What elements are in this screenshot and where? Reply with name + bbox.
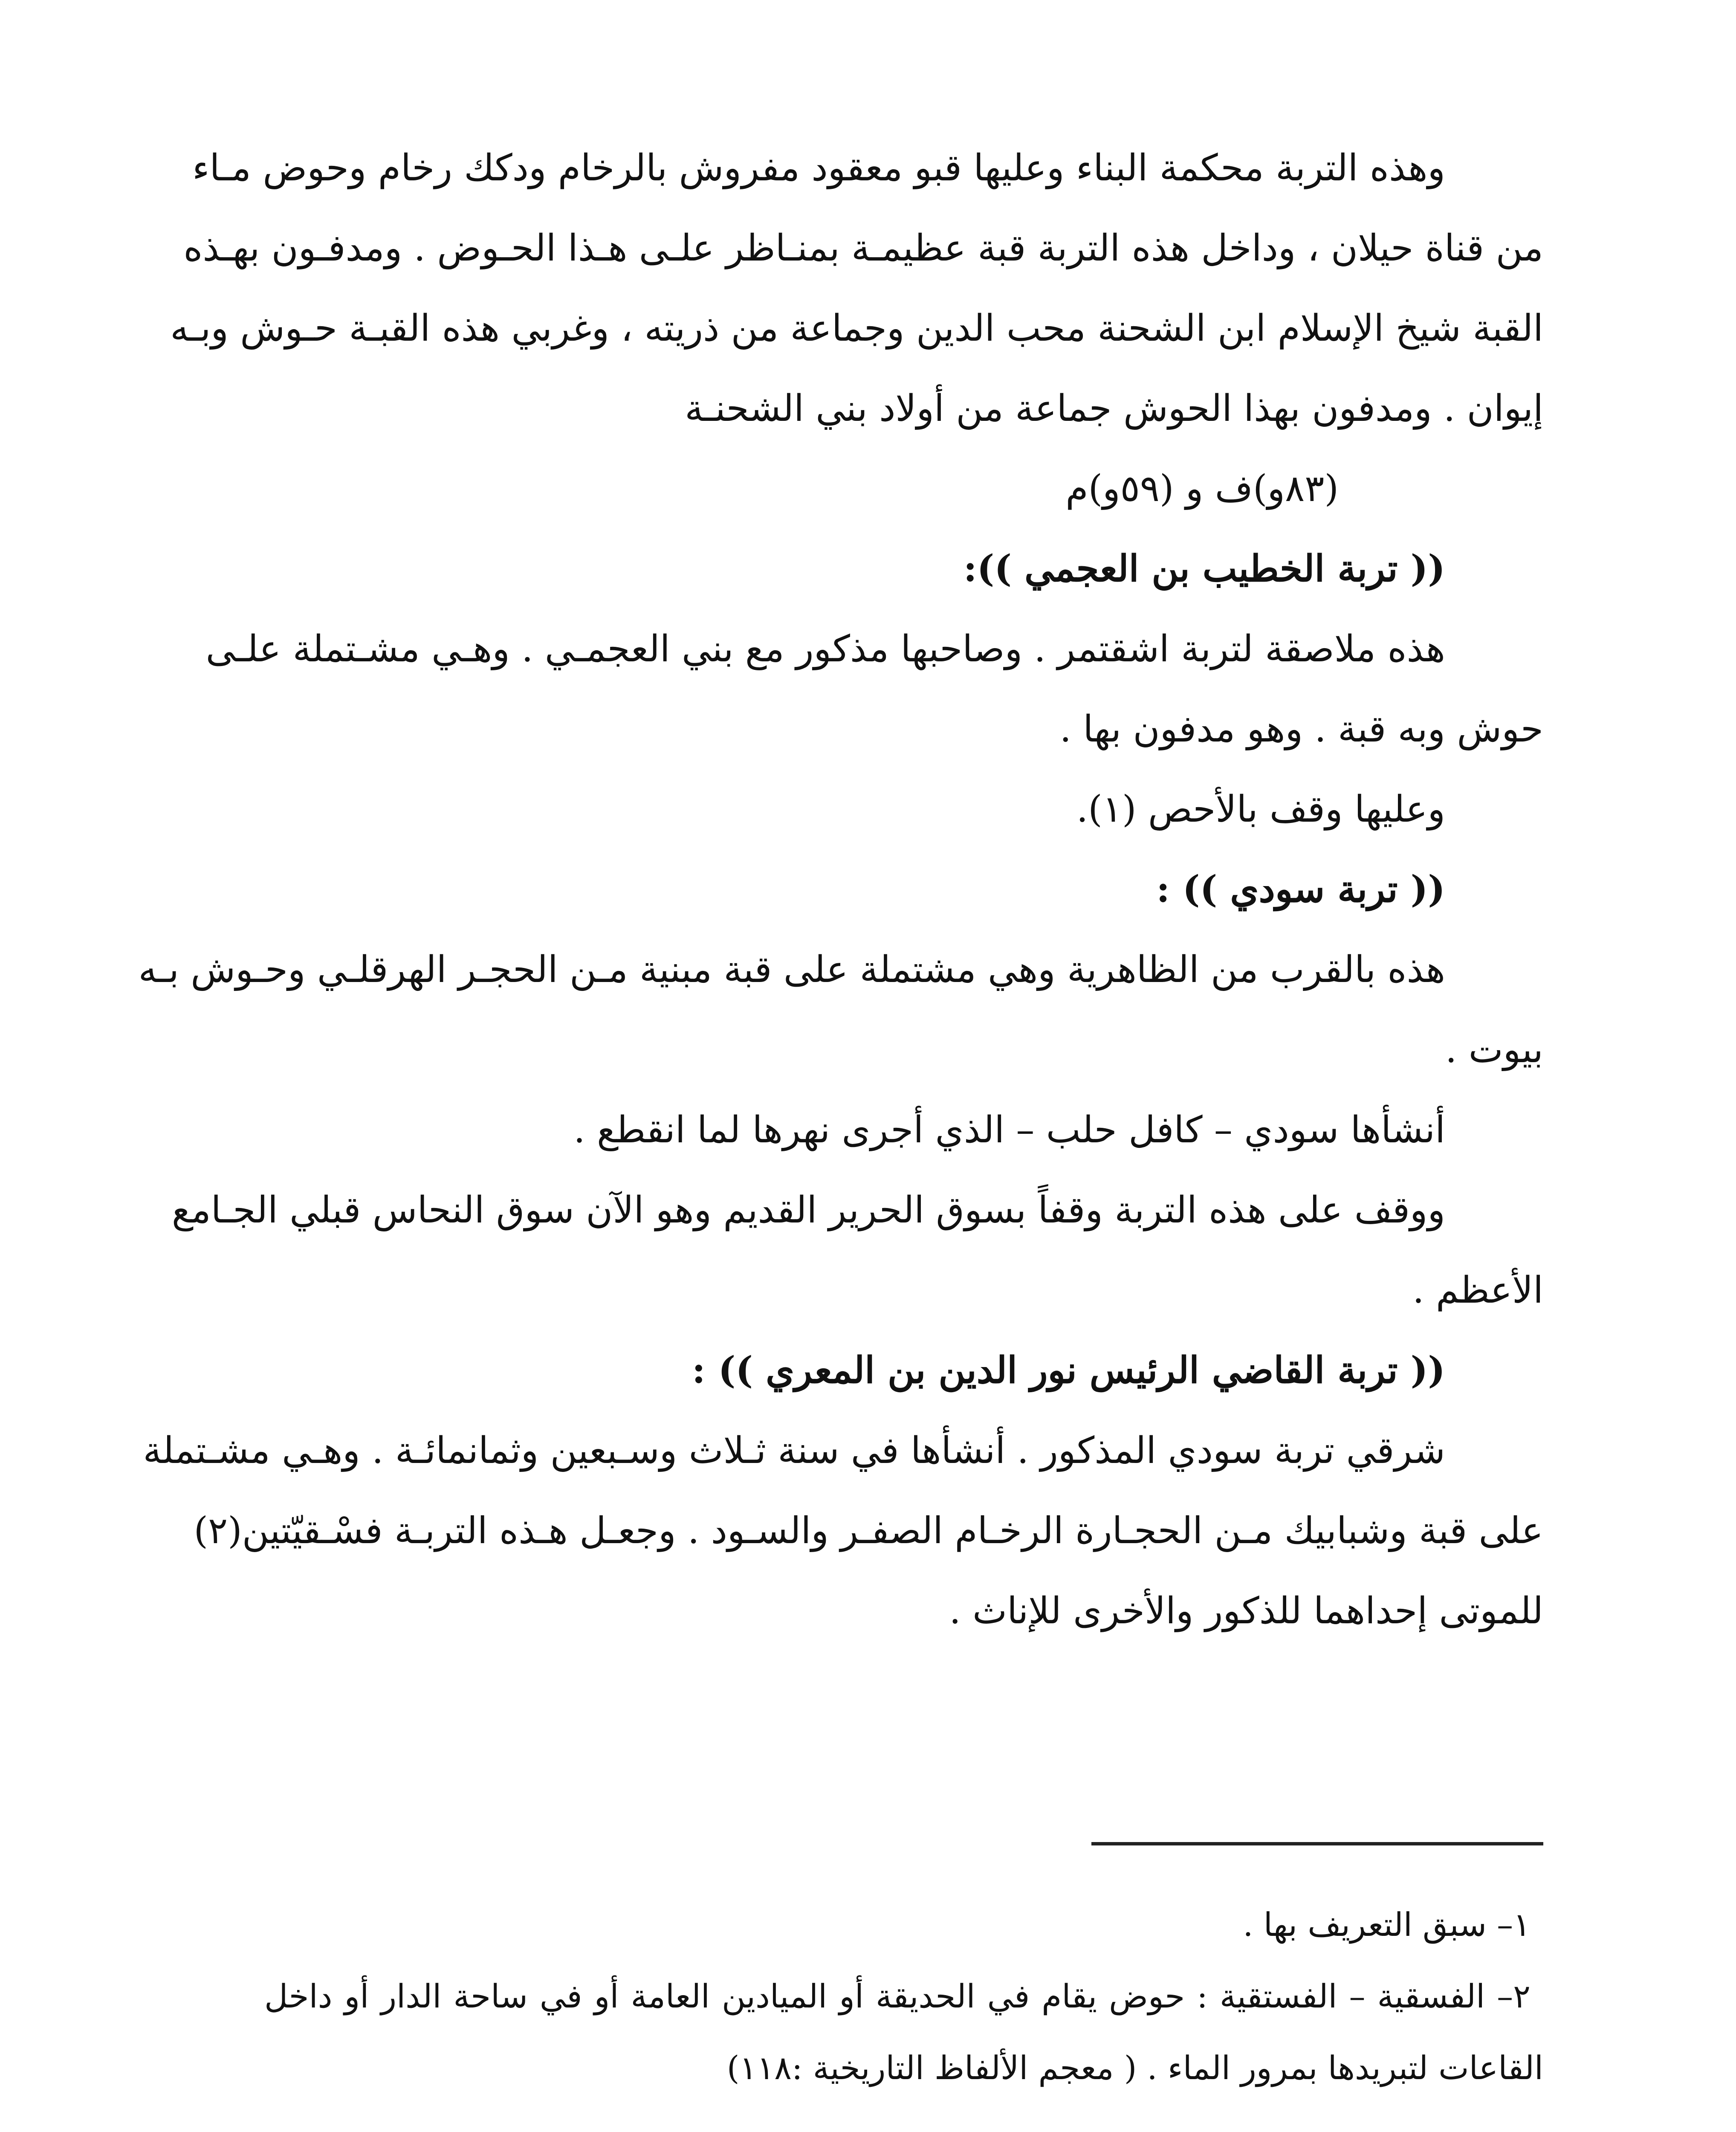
section-2-line-4: ووقف على هذه التربة وقفاً بسوق الحرير القديم وهو الآن سوق النحاس قبلي الجـامع bbox=[171, 1189, 1445, 1231]
paragraph-1-line-4: إيوان . ومدفون بهذا الحوش جماعة من أولاد بني الشحنـة bbox=[685, 387, 1543, 430]
footnote-1: ١– سبق التعريف بها . bbox=[1243, 1906, 1531, 1944]
footnote-2-line-1: ٢– الفسقية – الفستقية : حوض يقام في الحديقة أو الميادين العامة أو في ساحة الدار أو داخل bbox=[264, 1977, 1531, 2015]
section-2-line-1: هذه بالقرب من الظاهرية وهي مشتملة على قبة مبنية مـن الحجـر الهرقلـي وحـوش بـه bbox=[138, 948, 1445, 991]
section-3-heading: (( تربة القاضي الرئيس نور الدين بن المعري )) : bbox=[692, 1349, 1445, 1392]
section-1-line-1: هذه ملاصقة لتربة اشقتمر . وصاحبها مذكور مع بني العجمـي . وهـي مشـتملة علـى bbox=[205, 628, 1445, 670]
section-1-line-2: حوش وبه قبة . وهو مدفون بها . bbox=[1059, 708, 1543, 750]
section-1-heading: (( تربة الخطيب بن العجمي )): bbox=[963, 547, 1445, 590]
paragraph-1-line-1: وهذه التربة محكمة البناء وعليها قبو معقود مفروش بالرخام ودكك رخام وحوض مـاء bbox=[192, 147, 1445, 189]
paragraph-1-line-2: من قناة حيلان ، وداخل هذه التربة قبة عظيمـة بمنـاظر علـى هـذا الحـوض . ومدفـون بهـذه bbox=[183, 227, 1543, 269]
section-1-line-3: وعليها وقف بالأحص (١). bbox=[1076, 788, 1445, 831]
section-2-line-3: أنشأها سودي – كافل حلب – الذي أجرى نهرها لما انقطع . bbox=[573, 1109, 1445, 1151]
footnote-separator bbox=[1091, 1842, 1543, 1845]
section-2-line-5: الأعظم . bbox=[1412, 1269, 1543, 1312]
section-3-line-3: للموتى إحداهما للذكور والأخرى للإناث . bbox=[949, 1590, 1543, 1632]
main-text bbox=[138, 128, 1543, 1651]
footnote-2-line-2: القاعات لتبريدها بمرور الماء . ( معجم الألفاظ التاريخية :١١٨) bbox=[726, 2049, 1543, 2087]
paragraph-1-line-3: القبة شيخ الإسلام ابن الشحنة محب الدين وجماعة من ذريته ، وغربي هذه القبـة حـوش وبـه bbox=[170, 307, 1543, 350]
section-2-line-2: بيوت . bbox=[1445, 1028, 1543, 1071]
folio-reference: (٨٣و)ف و (٥٩و)م bbox=[1065, 467, 1339, 510]
section-3-line-1: شرقي تربة سودي المذكور . أنشأها في سنة ثـلاث وسـبعين وثمانمائـة . وهـي مشـتملة bbox=[143, 1429, 1445, 1472]
section-2-heading: (( تربة سودي )) : bbox=[1156, 868, 1445, 911]
section-3-line-2: على قبة وشبابيك مـن الحجـارة الرخـام الصفـر والسـود . وجعـل هـذه التربـة فسْـقيّتين(٢) bbox=[194, 1509, 1543, 1552]
footnotes bbox=[264, 1889, 1543, 2104]
